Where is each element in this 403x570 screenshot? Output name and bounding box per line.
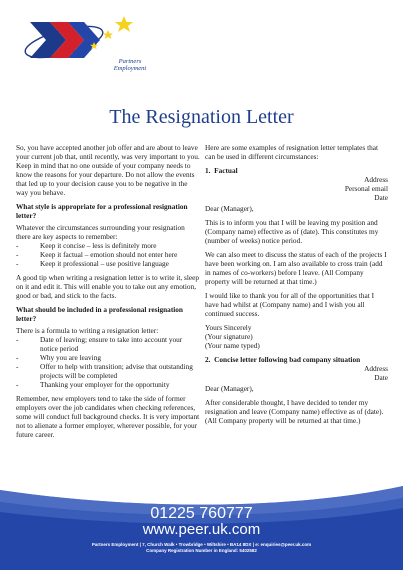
signature-line: (Your signature)	[205, 332, 253, 341]
formula-paragraph: There is a formula to writing a resignation letter:	[16, 326, 159, 335]
formula-list	[16, 335, 201, 389]
logo-line-1: Partners	[118, 58, 142, 65]
page-title: The Resignation Letter	[109, 106, 294, 128]
list-item: - Keep it factual – emotion should not enter here	[16, 250, 201, 259]
key-aspects-paragraph: Whatever the circumstances surrounding your resignation there are key aspects to remember:	[16, 223, 185, 241]
name-line: (Your name typed)	[205, 341, 260, 350]
examples-intro: Here are some examples of resignation letter templates that can be used in different circumstances:	[205, 143, 379, 161]
example-1-salutation: Dear (Manager),	[205, 204, 254, 213]
example-1-paragraph-2: We can also meet to discuss the status of each of the projects I have been working on. I am also available to cross train (add in names of co-workers) before I leave. (All Company property will be returned at that time.)	[205, 250, 387, 286]
list-item: - Keep it concise – less is definitely more	[16, 241, 201, 250]
example-2-paragraph-1: After considerable thought, I have decided to tender my resignation and leave (Company name) effective as of (date). (All Company property will be returned at that time.)	[205, 398, 384, 425]
address-line: Address	[364, 175, 388, 184]
heading-included: What should be included in a professional resignation letter?	[16, 305, 183, 323]
footer-website-link[interactable]: www.peer.uk.com	[142, 521, 261, 538]
example-2-number: 2.	[205, 355, 211, 364]
signoff-line: Yours Sincerely	[205, 323, 252, 332]
right-column	[205, 143, 388, 430]
example-1-heading	[205, 166, 388, 175]
heading-style: What style is appropriate for a professional resignation letter?	[16, 202, 188, 220]
list-item: - Thanking your employer for the opportunity	[16, 380, 201, 389]
example-1-title: Factual	[214, 166, 238, 175]
logo-line-2: Employment	[113, 65, 147, 72]
list-item: - Why you are leaving	[16, 353, 201, 362]
list-item: - Keep it professional – use positive language	[16, 259, 201, 268]
tip-paragraph: A good tip when writing a resignation letter is to write it, sleep on it and edit it. This will enable you to take out any emotion, good or bad, and stick to the facts.	[16, 273, 199, 300]
partners-employment-logo	[20, 8, 147, 72]
logo-text	[108, 58, 152, 72]
list-item: - Date of leaving; ensure to take into account your notice period	[16, 335, 201, 353]
example-2-title: Concise letter following bad company situation	[214, 355, 361, 364]
email-line: Personal email	[344, 184, 388, 193]
references-paragraph: Remember, new employers tend to take the side of former employers over the job candidates when checking references, some will conduct full background checks. It is very important not to alienate a former employer, wherever possible, for your future career.	[16, 394, 200, 439]
example-1-number: 1.	[205, 166, 211, 175]
footer-phone: 01225 760777	[150, 505, 253, 522]
intro-paragraph: So, you have accepted another job offer and are about to leave your current job that, until recently, was very important to you. Keep in mind that no one outside of your company needs to know the reasons for your departure. Do not allow the events that led up to your decision cause you to be negative in the way you behave.	[16, 143, 200, 197]
example-2-salutation: Dear (Manager),	[205, 384, 254, 393]
example-1-paragraph-1: This is to inform you that I will be leaving my position and (Company name) effective as of (date). This constitutes my (number of weeks) notice period.	[205, 218, 379, 245]
example-1-paragraph-3: I would like to thank you for all of the opportunities that I have had whilst at (Company name) and I wish you all continued success.	[205, 291, 375, 318]
date-line: Date	[374, 373, 388, 382]
example-2-heading	[205, 355, 388, 364]
left-column	[16, 143, 201, 444]
address-line: Address	[364, 364, 388, 373]
footer-company-registration: Company Registration Number in England: 5402582	[146, 548, 257, 553]
list-item: - Offer to help with transition; advise that outstanding projects will be completed	[16, 362, 201, 380]
date-line: Date	[374, 193, 388, 202]
key-aspects-list	[16, 241, 201, 268]
example-1-address-block	[205, 175, 388, 202]
example-2-address-block	[205, 364, 388, 382]
footer-address	[0, 542, 403, 554]
footer-address-line: Partners Employment | 7, Church Walk • Trowbridge • Wiltshire • BA14 8DX | e: enquiries@peer.uk.com	[91, 542, 312, 547]
example-1-signoff	[205, 323, 388, 350]
